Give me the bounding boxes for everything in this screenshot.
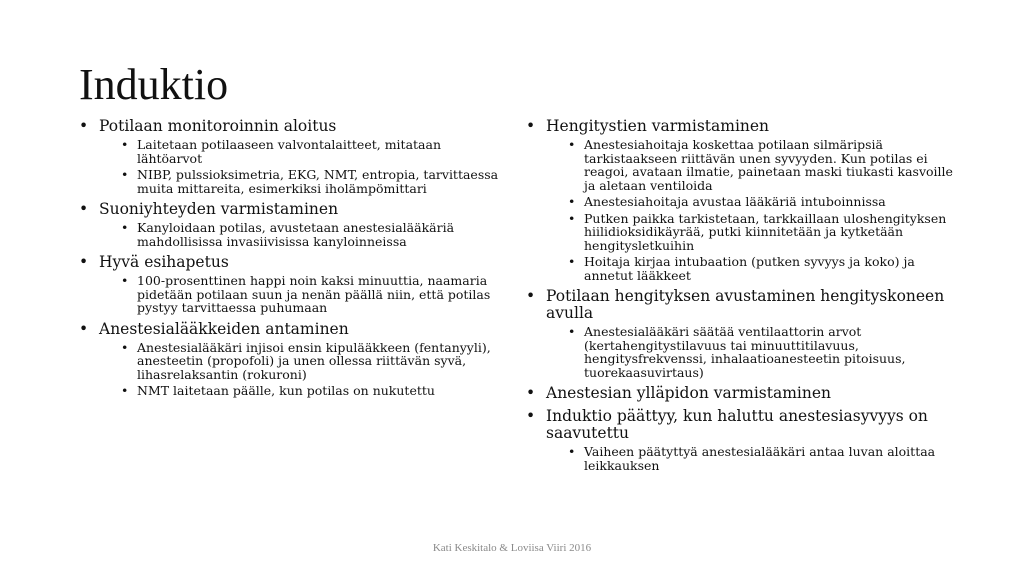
sub-bullet-text: 100-prosenttinen happi noin kaksi minuuttia, naamaria pidetään potilaan suun ja nenän päällä niin, että potilas pystyy tarvittaessa puhumaan [137,273,491,315]
sub-bullet-text: NMT laitetaan päälle, kun potilas on nukutettu [137,383,435,398]
sub-bullet-text: Laitetaan potilaaseen valvontalaitteet, mitataan lähtöarvot [137,137,441,166]
sub-bullet-text: NIBP, pulssioksimetria, EKG, NMT, entropia, tarvittaessa muita mittareita, esimerkiksi iholämpömittari [137,167,499,196]
sub-bullet [119,168,499,195]
bullet-airway [526,118,966,282]
sub-bullet-text: Anestesialääkäri injisoi ensin kipulääkkeen (fentanyyli), anesteetin (propofoli) ja unen ollessa riittävän syvä, lihasrelaksantin (rokuroni) [137,339,491,382]
sub-bullet [119,138,499,165]
sub-bullet [566,445,966,472]
bullet-ventilation [526,288,966,379]
bullet-dot-icon: • [526,384,536,402]
bullet-dot-icon: • [526,117,536,135]
sub-bullet-text: Anestesialääkäri säätää ventilaattorin arvot (kertahengitystilavuus tai minuuttitilavuus, hengitysfrekvenssi, inhalaatioanesteetin pitoisuus, tuorekaasuvirtaus) [584,324,906,380]
sub-bullet [119,221,499,248]
sub-list [119,221,499,248]
slide-title: Induktio [79,60,229,109]
sub-list [119,341,499,398]
bullet-label: Anestesian ylläpidon varmistaminen [546,384,832,402]
footer-credit: Kati Keskitalo & Loviisa Viiri 2016 [432,542,592,554]
bullet-label: Induktio päättyy, kun haluttu anestesiasyvyys on saavutettu [546,407,928,442]
sub-bullet [566,195,966,209]
sub-bullet-text: Anestesiahoitaja avustaa lääkäriä intuboinnissa [584,194,886,209]
sub-list [566,325,966,379]
bullet-dot-icon: • [568,324,576,339]
sub-bullet [566,255,966,282]
bullet-monitoring [79,118,499,195]
bullet-label: Anestesialääkkeiden antaminen [99,319,349,338]
sub-bullet-text: Kanyloidaan potilas, avustetaan anestesialääkäriä mahdollisissa invasiivisissa kanyloinneissa [137,220,455,249]
sub-list [119,274,499,315]
bullet-dot-icon: • [79,319,89,338]
bullet-label: Suoniyhteyden varmistaminen [99,200,339,218]
bullet-dot-icon: • [568,210,576,226]
bullet-iv-access [79,201,499,248]
sub-bullet [566,138,966,192]
bullet-dot-icon: • [121,383,129,398]
sub-bullet [119,274,499,315]
bullet-dot-icon: • [79,200,89,218]
bullet-dot-icon: • [568,194,576,209]
bullet-preoxygenation [79,254,499,315]
bullet-dot-icon: • [526,287,536,305]
bullet-label: Potilaan monitoroinnin aloitus [99,117,337,135]
right-column [526,118,966,478]
sub-bullet-text: Anestesiahoitaja koskettaa potilaan silmäripsiä tarkistaakseen riittävän unen syvyyden. Kun potilas ei reagoi, avataan ilmatie, painetaan maski tiukasti kasvoille ja aletaan ventiloida [584,137,953,193]
bullet-maintenance [526,385,966,402]
sub-list [566,445,966,472]
bullet-dot-icon: • [121,273,129,288]
sub-bullet-text: Vaiheen päätyttyä anestesialääkäri antaa luvan aloittaa leikkauksen [584,444,936,473]
bullet-label: Hyvä esihapetus [99,253,229,271]
bullet-dot-icon: • [121,167,129,182]
bullet-label: Potilaan hengityksen avustaminen hengityskoneen avulla [546,287,945,322]
bullet-dot-icon: • [568,137,576,152]
bullet-dot-icon: • [79,117,89,135]
bullet-label: Hengitystien varmistaminen [546,117,770,135]
bullet-dot-icon: • [568,254,576,269]
sub-list [119,138,499,195]
bullet-dot-icon: • [121,220,129,235]
sub-bullet [119,384,499,398]
sub-bullet [566,325,966,379]
right-bullet-list [526,118,966,472]
bullet-anesthetic-drugs [79,321,499,398]
bullet-dot-icon: • [526,407,536,425]
bullet-dot-icon: • [121,339,129,355]
left-column [79,118,499,404]
sub-bullet-text: Hoitaja kirjaa intubaation (putken syvyys ja koko) ja annetut lääkkeet [584,254,915,283]
sub-bullet [119,341,499,382]
bullet-induction-end [526,408,966,472]
sub-bullet [566,212,966,253]
bullet-dot-icon: • [121,137,129,152]
sub-list [566,138,966,282]
bullet-dot-icon: • [79,253,89,271]
sub-bullet-text: Putken paikka tarkistetaan, tarkkaillaan uloshengityksen hiilidioksidikäyrää, putki kiinnitetään ja kytketään hengitysletkuihin [584,210,947,253]
bullet-dot-icon: • [568,444,576,459]
left-bullet-list [79,118,499,398]
